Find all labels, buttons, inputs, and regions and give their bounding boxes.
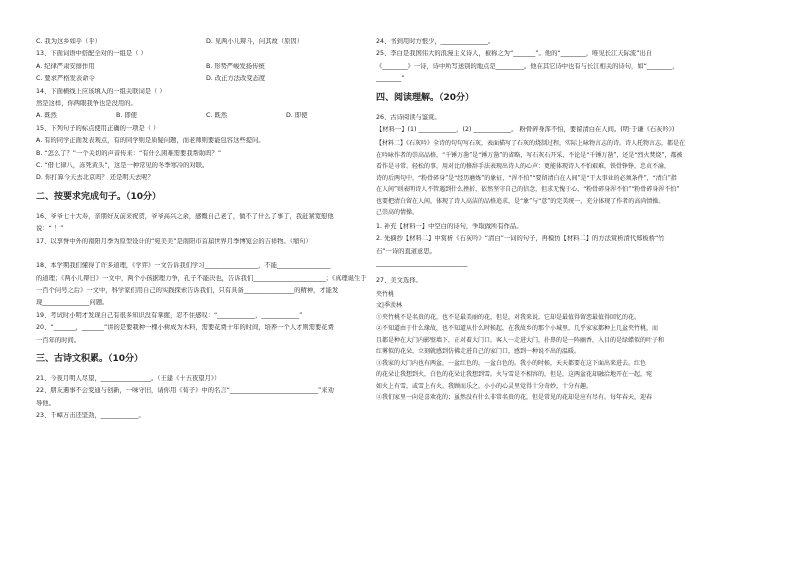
- q26-stem: 26、古诗阅读与鉴赏。: [376, 113, 441, 121]
- q26-material-1[interactable]: 【材料一】(1) ____________，(2) ____________。 粉骨碎身浑不怕，要留清白在人间。(明·于谦《石灰吟》): [376, 126, 675, 134]
- q14-options: [36, 112, 376, 120]
- q14-option-b[interactable]: B. 即使: [116, 112, 137, 120]
- essay-p1-line1: ①夹竹桃不是名贵的花，也不是最美丽的花，但是，对我来说，它却是最值得留恋最值得回忆的花。: [376, 313, 641, 321]
- q26-answer-blank[interactable]: _____________________________: [376, 260, 468, 268]
- q15-option-a[interactable]: A. 有的同学正面发表观点，有的同学则是质疑问题，而老师则要能包容这些提问。: [36, 137, 265, 145]
- q23[interactable]: 23、千嶂万击还坚劲，____________。: [36, 412, 145, 420]
- q13-option-b[interactable]: B. 形势严峻发扬传统: [206, 62, 265, 70]
- q18-line3[interactable]: 一百个问号之后》一文中，科学家们用自己的实践探索告诉我们，只有具备________________的精神，才能发: [36, 286, 339, 294]
- q26-material-2-line2: 在吟咏作者的崇高品格，“千锤万凿”是“锤万凿”的省略，写石灰石开采，不论是“千锤万凿”，还是“烈火焚烧”，都被: [376, 151, 683, 159]
- q16-line1: 16、爷爷七十大寿，亲朋好友前来祝贺，爷爷高兴之余，感慨自己老了，做不了什么了事了，我赶紧宽慰他: [36, 212, 334, 220]
- q13-option-d[interactable]: D. 改正方法改变态度: [206, 75, 266, 83]
- essay-p3-line3: 如火上有雪，或雪上有火。我顾而乐之，小小的心灵里觉得十分奇妙，十分有趣。: [376, 382, 593, 390]
- essay-p3-line1: ③我家的大门内也有两盆，一盆红色的，一盆白色的。我小的时候，天天都要在这下面出来进去。红色: [376, 359, 647, 367]
- q27-stem: 27、美文选择。: [376, 276, 422, 284]
- q12-option-d[interactable]: D. 见两小儿辩斗，问其故（原因）: [206, 38, 304, 45]
- q13-option-c[interactable]: C. 要求严格发表命令: [36, 75, 95, 83]
- q13-option-a[interactable]: A. 纪律严肃安排作用: [36, 62, 95, 70]
- q14-option-c[interactable]: C. 既然: [206, 112, 227, 120]
- section-2-title: 二、按要求完成句子。（10分）: [36, 191, 162, 202]
- q13-options-cd: [36, 75, 376, 83]
- q13-stem: 13、下面词语中搭配全对的一组是（ ）: [36, 50, 147, 58]
- q26-material-2-line3: 看作是寻常、轻松的事，用对比的修辞手法表现出诗人的心声：更能体现诗人不怕艰难，铁骨铮铮，忠贞不渝，: [376, 163, 671, 171]
- q25-line1[interactable]: 25、李白是我国伟大的浪漫主义诗人，被称之为“_______”。他的“________，唯见长江天际流”出自: [376, 50, 653, 58]
- right-column: [376, 38, 728, 404]
- q26-task-1: 1. 补充【材料一】中空白的诗句，争取做所有作品。: [376, 222, 523, 230]
- q18-line4[interactable]: 现_______________问题。: [36, 299, 109, 307]
- q26-task-2-line2: 石”一诗的直道意思。: [376, 247, 436, 255]
- q14-stem: 14、下面横线上应该填入的一组关联词是（ ）: [36, 87, 166, 95]
- q25-line2[interactable]: 《________》一诗，诗中所写送别的地点是_________。他在其它诗中也有与长江相关的诗句，如“________，: [376, 62, 679, 70]
- q26-task-2-line1: 2. 先摘抄【材料二】中赏析《石灰吟》“清白”一词的句子，再模仿【材料二】的方法赏析清代郑板桥“竹: [376, 235, 665, 243]
- essay-p4-line1: ④我们家里一向是喜欢花的；虽然没有什么非常名贵的花，但是常见的花却是应有尽有。每年春天，迎春: [376, 394, 653, 402]
- q20-line1[interactable]: 20、“_______，_______”讲的是要栽种一棵小树成为木料，需要花费十年的时间，培养一个人才则需要花费: [36, 324, 334, 332]
- q22-line2: 导他。: [36, 399, 55, 407]
- section-4-title: 四、阅读理解。（20分）: [376, 92, 475, 103]
- essay-p2-line3: 红雾似的花朵，立刻就感到仿佛走进自己的家门口，感到一种说不出的温暖。: [376, 348, 581, 356]
- q15-option-d[interactable]: D. 你打算今天去北京吗？ 还是明天去呢？: [36, 174, 154, 182]
- essay-author: 文|季羡林: [376, 302, 403, 310]
- left-column: [36, 38, 376, 421]
- section-3-title: 三、古诗文积累。（10分）: [36, 353, 144, 364]
- q12-option-c[interactable]: C. 我为这乡如乎（乎）: [36, 38, 102, 45]
- q25-line3[interactable]: ________”: [376, 75, 405, 83]
- q18-line1[interactable]: 18、本学期我们懂得了许多道理，《学弈》一文告诉我们学习_________________，不能_________________: [36, 262, 331, 270]
- q24[interactable]: 24、书到用时方恨少，_______________。: [376, 38, 495, 45]
- q16-line2[interactable]: 说：“ ！”: [36, 225, 64, 233]
- q15-option-c[interactable]: C. “借七律八，冻死黄头”，这是一种常见的冬季寒冷的对联。: [36, 162, 209, 170]
- q12-options-cd: [36, 38, 376, 46]
- q26-material-2-line4: 诗的后两句中，“粉骨碎身”是“经历磨炼”的象征，“浑不怕”“要留清白在人间”是“干大事业的必须条件”，“清白”指: [376, 174, 677, 182]
- essay-p3-line2: 的花朵让我想到火，白色的花朵让我想到雪。火与雪是不相容的，但是，这两盆花却融洽地开在一起，宛: [376, 371, 653, 379]
- q26-material-2-line6: 也要把清白留在人间，体现了诗人高洁的品格追求，是“象”与“意”的完美统一，充分体现了作者的高尚情操。: [376, 197, 665, 205]
- q14-option-d[interactable]: D. 即使: [286, 112, 308, 120]
- q17: 17、以享誉中外的南阳月季为原型设计的“宛美美”是南阳市首届世界月季博览会的吉祥物。（缩句）: [36, 237, 312, 245]
- q13-options-ab: [36, 63, 376, 71]
- q19[interactable]: 19、考试时小明才发现自己有很多知识没有掌握，忍不住感叹：“____________，____________”: [36, 311, 303, 319]
- q20-line2: 一百年的时间。: [36, 336, 81, 344]
- essay-p2-line2: 且都是种在大门内影壁墙下，正对着大门口。客人一走进大门，扑鼻的是一阵幽香，入目的是绿蜡似的叶子和: [376, 336, 665, 344]
- q26-material-2-line7: 己崇高的情操。: [376, 209, 419, 217]
- essay-p2-line1: ②不知道由于什么缘故，也不知道从什么时候起，在我故乡的那个小城里，几乎家家都种上几盆夹竹桃，而: [376, 325, 659, 333]
- q15-option-b[interactable]: B. “怎么了？”一个关切的声音传来：“有什么困难需要我帮助吗？”: [36, 149, 222, 157]
- q18-line2[interactable]: 的道理；《两小儿辩日》一文中，两个小孩据理力争，孔子不能决也，告诉我们_______________________；《真理诞生于: [36, 274, 367, 282]
- q21[interactable]: 21、今夜月明人尽望，________________。（王建《十五夜望月》）: [36, 374, 221, 382]
- q26-material-2-line1: 【材料二】《石灰吟》全诗的句句写石灰，表面描写了石灰的烧制过程，实际上咏物言志的诗。诗人托物言志，都是在: [376, 140, 686, 148]
- q26-material-2-line5: 在人间”则表明诗人不管遇到什么挫折，依然坚守自己的信念，但求无愧于心，“粉骨碎身浑不怕”“粉骨碎身浑不怕”: [376, 186, 680, 194]
- q14-sentence: 然是这样，你两眼我争也是没用的。: [36, 100, 137, 108]
- essay-title: 夹竹桃: [376, 290, 395, 298]
- q14-option-a[interactable]: A. 既然: [36, 112, 57, 120]
- q15-stem: 15、下列句子的标点使用正确的一项是（ ）: [36, 124, 160, 132]
- q22-line1[interactable]: 22、朋友遇事不会变通与创新，一味守旧，请你用《荀子》中的名言“____________________________”来劝: [36, 387, 334, 395]
